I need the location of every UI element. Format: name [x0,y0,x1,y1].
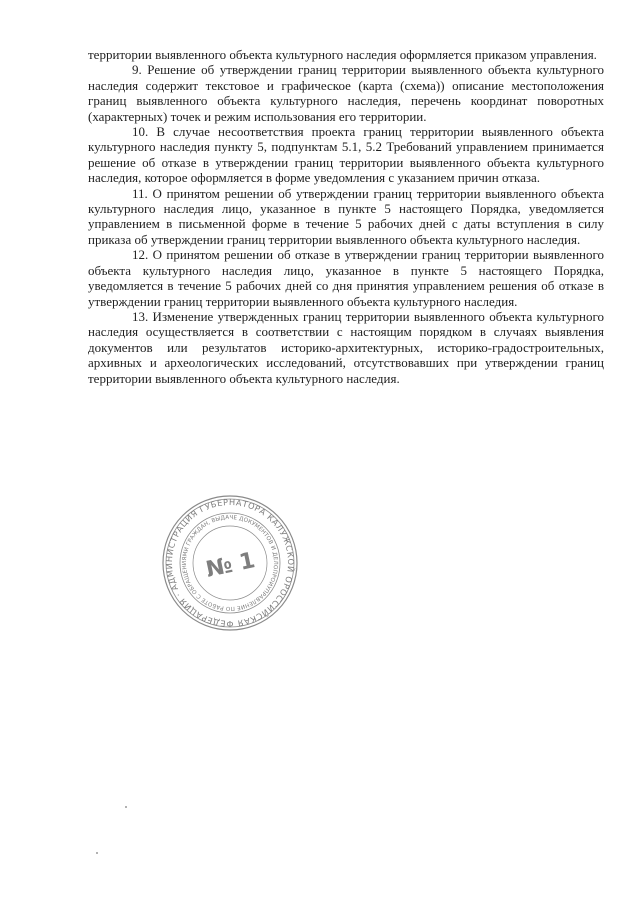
official-seal [160,493,300,633]
paragraph-8-continuation: территории выявленного объекта культурного наследия оформляется приказом управления. [88,47,597,62]
svg-text:№ 1: № 1 [203,548,258,583]
paragraph-13: 13. Изменение утвержденных границ территории выявленного объекта культурного наследия осуществляется в соответствии с настоящим порядком в случаях выявления документов или результатов историко-архитектурных, историко-градостроительных, архивных и археологических исследований, отсутствовавших при утверждении границ территории выявленного объекта культурного наследия. [88,308,604,386]
paragraph-10: 10. В случае несоответствия проекта границ территории выявленного объекта культурного наследия пункту 5, подпунктам 5.1, 5.2 Требований управлением принимается решение об отказе в утверждении границ территории выявленного объекта культурного наследия, которое оформляется в форме уведомления с указанием причин отказа. [88,124,604,186]
svg-text:РОССИЙСКАЯ ФЕДЕРАЦИЯ · АДМИНИС: РОССИЙСКАЯ ФЕДЕРАЦИЯ · АДМИНИСТРАЦИЯ ГУБЕРНАТОРА КАЛУЖСКОЙ ОБЛАСТИ [163,496,297,630]
seal-icon [160,493,300,633]
scan-speck [125,806,127,808]
paragraph-11: 11. О принятом решении об утверждении границ территории выявленного объекта культурного наследия лицо, указанное в пункте 5 настоящего Порядка, уведомляется управлением в письменной форме в течение 5 рабочих дней с даты вступления в силу приказа об утверждении границ территории выявленного объекта культурного наследия. [88,185,604,247]
svg-text:УПРАВЛЕНИЕ ПО РАБОТЕ С ОБРАЩЕН: УПРАВЛЕНИЕ ПО РАБОТЕ С ОБРАЩЕНИЯМИ ГРАЖДАН, ВЫДАЧЕ ДОКУМЕНТОВ И ДЕЛОПРОИЗВОДСТВУ [181,514,279,612]
scan-speck [96,852,98,854]
document-body [88,47,604,386]
paragraph-12: 12. О принятом решении об отказе в утверждении границ территории выявленного объекта культурного наследия лицо, указанное в пункте 5 настоящего Порядка, уведомляется в течение 5 рабочих дней со дня принятия управлением решения об отказе в утверждении границ территории выявленного объекта культурного наследия. [88,247,604,309]
paragraph-9: 9. Решение об утверждении границ территории выявленного объекта культурного наследия содержит текстовое и графическое (карта (схема)) описание местоположения границ выявленного объекта культурного наследия, перечень координат поворотных (характерных) точек и режим использования его территории. [88,62,604,124]
